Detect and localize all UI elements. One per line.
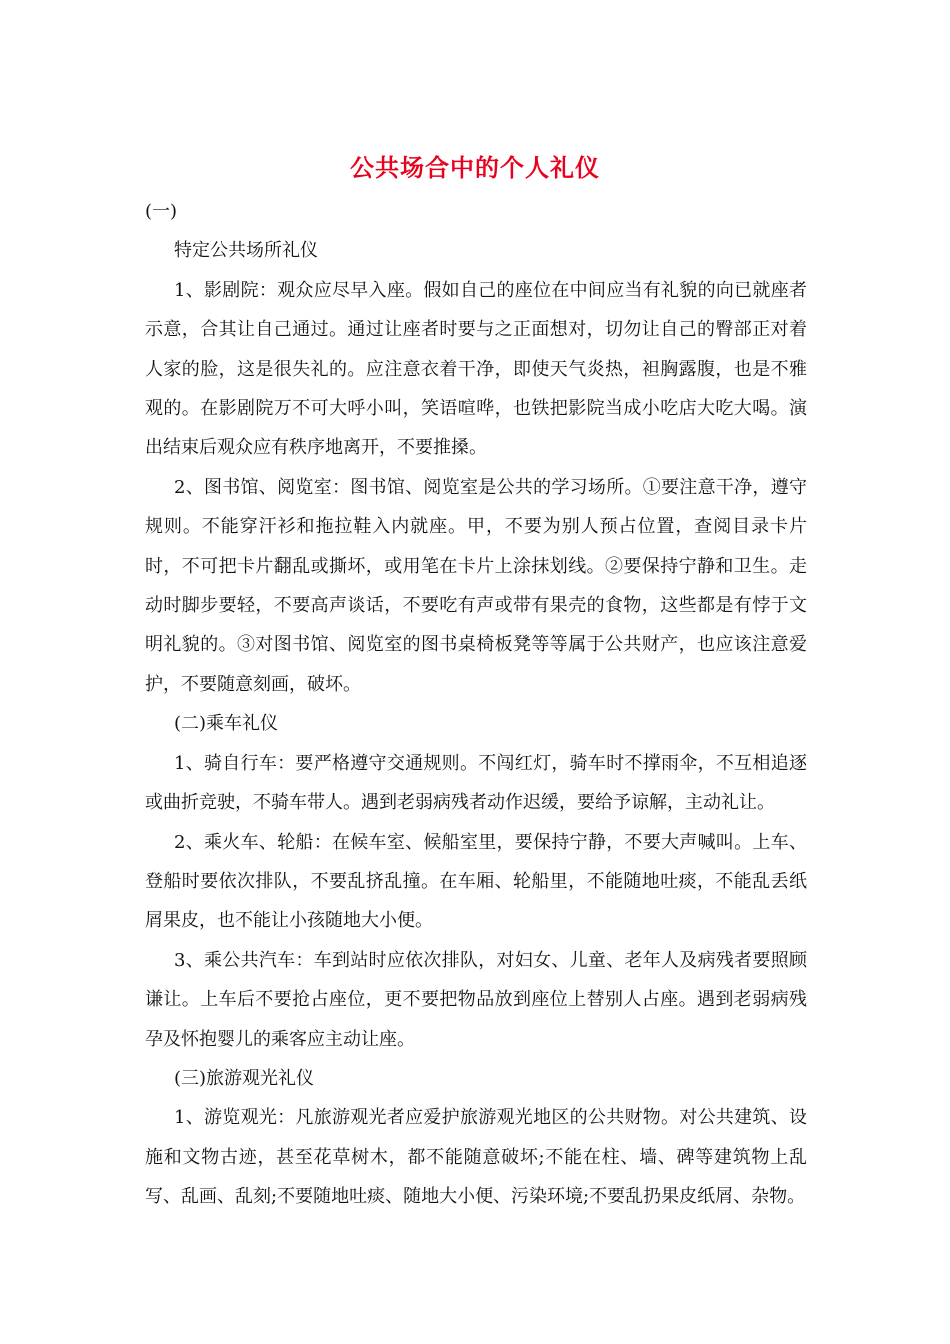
document-body: [145, 192, 807, 1217]
section-three-heading: (三)旅游观光礼仪: [174, 1067, 315, 1089]
paragraph-train-ship: 2、乘火车、轮船：在候车室、候船室里，要保持宁静，不要大声喊叫。上车、登船时要依次排队，不要乱挤乱撞。在车厢、轮船里，不能随地吐痰，不能乱丢纸屑果皮，也不能让小孩随地大小便。: [145, 831, 807, 932]
section-two-heading: (二)乘车礼仪: [174, 713, 279, 735]
paragraph-library: 2、图书馆、阅览室：图书馆、阅览室是公共的学习场所。①要注意干净，遵守规则。不能穿汗衫和拖拉鞋入内就座。甲，不要为别人预占位置，查阅目录卡片时，不可把卡片翻乱或撕坏，或用笔在卡片上涂抹划线。②要保持宁静和卫生。走动时脚步要轻，不要高声谈话，不要吃有声或带有果壳的食物，这些都是有悖于文明礼貌的。③对图书馆、阅览室的图书桌椅板凳等等属于公共财产，也应该注意爱护，不要随意刻画，破坏。: [145, 476, 807, 695]
paragraph-bus: 3、乘公共汽车：车到站时应依次排队，对妇女、儿童、老年人及病残者要照顾谦让。上车后不要抢占座位，更不要把物品放到座位上替别人占座。遇到老弱病残孕及怀抱婴儿的乘客应主动让座。: [145, 949, 807, 1050]
paragraph-sightseeing: 1、游览观光：凡旅游观光者应爱护旅游观光地区的公共财物。对公共建筑、设施和文物古迹，甚至花草树木，都不能随意破坏;不能在柱、墙、碑等建筑物上乱写、乱画、乱刻;不要随地吐痰、随地大小便、污染环境;不要乱扔果皮纸屑、杂物。: [145, 1107, 807, 1208]
section-one-label: (一): [145, 201, 178, 222]
section-one-heading: 特定公共场所礼仪: [174, 240, 318, 262]
document-title: 公共场合中的个人礼仪: [350, 153, 600, 182]
paragraph-bicycle: 1、骑自行车：要严格遵守交通规则。不闯红灯，骑车时不撑雨伞，不互相追逐或曲折竞驶，不骑车带人。遇到老弱病残者动作迟缓，要给予谅解，主动礼让。: [145, 752, 807, 814]
paragraph-theater: 1、影剧院：观众应尽早入座。假如自己的座位在中间应当有礼貌的向已就座者示意，合其让自己通过。通过让座者时要与之正面想对，切勿让自己的臀部正对着人家的脸，这是很失礼的。应注意衣着干净，即使天气炎热，袒胸露腹，也是不雅观的。在影剧院万不可大呼小叫，笑语喧哗，也铁把影院当成小吃店大吃大喝。演出结束后观众应有秩序地离开，不要推搡。: [145, 279, 807, 459]
